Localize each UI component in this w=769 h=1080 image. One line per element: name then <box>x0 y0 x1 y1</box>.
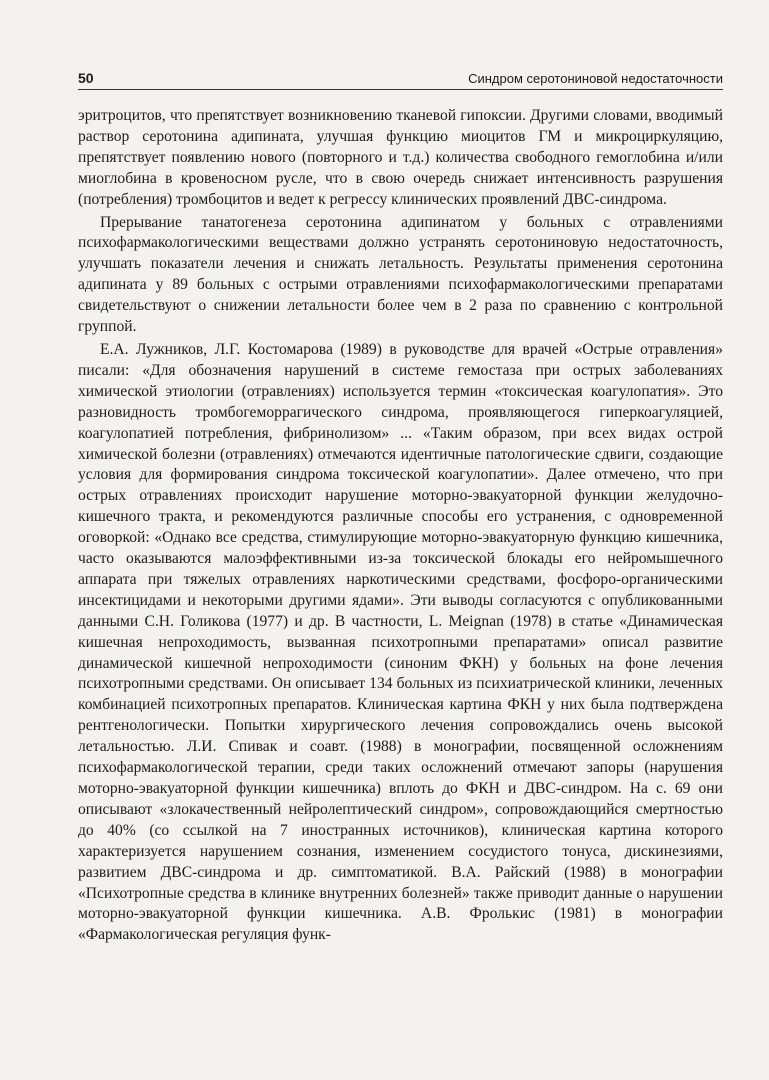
paragraph-2: Прерывание танатогенеза серотонина адипинатом у больных с отравлениями психофармакологическими веществами должно устранять серотониновую недостаточность, улучшать показатели лечения и снижать летальность. Результаты применения серотонина адипината у 89 больных с острыми отравлениями психофармакологическими препаратами свидетельствуют о снижении летальности более чем в 2 раза по сравнению с контрольной группой. <box>78 213 723 336</box>
paragraph-3: Е.А. Лужников, Л.Г. Костомарова (1989) в руководстве для врачей «Острые отравления» писали: «Для обозначения нарушений в системе гемостаза при острых заболеваниях химической этиологии (отравлениях) используется термин «токсическая коагулопатия». Это разновидность тромбогеморрагического синдрома, проявляющегося гиперкоагуляцией, коагулопатией потребления, фибринолизом» ... «Таким образом, при всех видах острой химической болезни (отравлениях) отмечаются идентичные патологические сдвиги, создающие условия для формирования синдрома токсической коагулопатии». Далее отмечено, что при острых отравлениях происходит нарушение моторно-эвакуаторной функции желудочно-кишечного тракта, и рекомендуются различные способы его устранения, с одновременной оговоркой: «Однако все средства, стимулирующие моторно-эвакуаторную функцию кишечника, часто оказываются малоэффективными из-за токсической блокады его нейромышечного аппарата при тяжелых отравлениях наркотическими средствами, фосфоро-органическими инсектицидами и некоторыми другими ядами». Эти выводы согласуются с опубликованными данными С.Н. Голикова (1977) и др. В частности, L. Meignan (1978) в статье «Динамическая кишечная непроходимость, вызванная психотропными препаратами» описал развитие динамической кишечной непроходимости (синоним ФКН) у больных на фоне лечения психотропными средствами. Он описывает 134 больных из психиатрической клиники, леченных комбинацией психотропных препаратов. Клиническая картина ФКН у них была подтверждена рентгенологически. Попытки хирургического лечения сопровождались очень высокой летальностью. Л.И. Спивак и соавт. (1988) в монографии, посвященной осложнениям психофармакологической терапии, среди таких осложнений отмечают запоры (нарушения моторно-эвакуаторной функции кишечника) вплоть до ФКН и ДВС-синдром. На с. 69 они описывают «злокачественный нейролептический синдром», сопровождающийся смертностью до 40% (со ссылкой на 7 иностранных источников), клиническая картина которого характеризуется нарушением сознания, изменением сосудистого тонуса, дискинезиями, развитием ДВС-синдрома и др. симптоматикой. В.А. Райский (1988) в монографии «Психотропные средства в клинике внутренних болезней» также приводит данные о нарушении моторно-эвакуаторной функции кишечника. А.В. Фролькис (1981) в монографии «Фармакологическая регуляция функ- <box>78 340 723 944</box>
paragraph-1: эритроцитов, что препятствует возникновению тканевой гипоксии. Другими словами, вводимый раствор серотонина адипината, улучшая функцию миоцитов ГМ и микроциркуляцию, препятствует появлению нового (повторного и т.д.) количества свободного гемоглобина и/или миоглобина в кровеносном русле, что в свою очередь снижает интенсивность разрушения (потребления) тромбоцитов и ведет к регрессу клинических проявлений ДВС-синдрома. <box>78 107 723 208</box>
page-number: 50 <box>78 70 94 86</box>
running-title: Синдром серотониновой недостаточности <box>468 71 723 86</box>
running-header <box>78 62 723 90</box>
body-text <box>78 106 723 946</box>
